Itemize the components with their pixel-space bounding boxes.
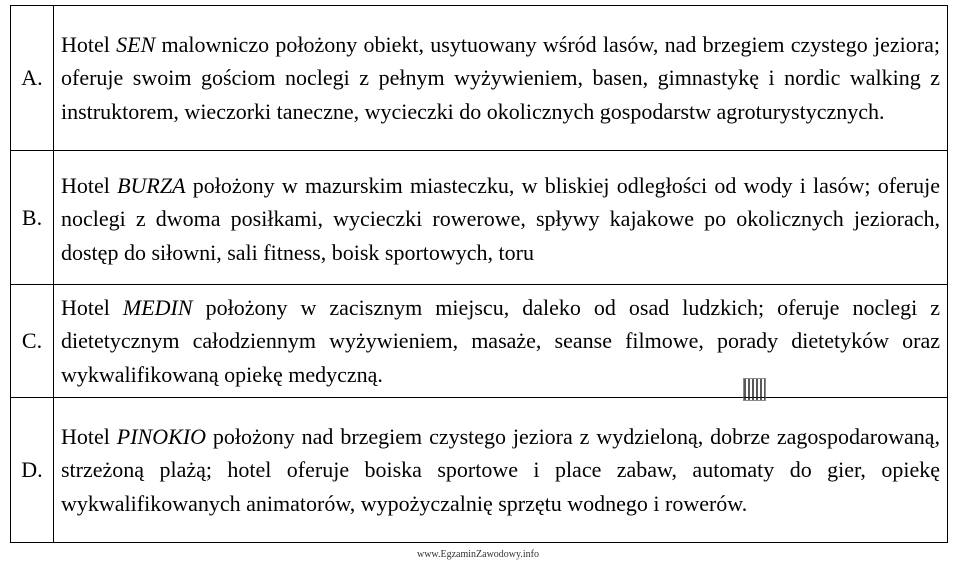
options-table (10, 5, 948, 543)
hotel-prefix: Hotel (61, 423, 117, 449)
hotel-description: malowniczo położony obiekt, usytuowany wśród lasów, nad brzegiem czystego jeziora; oferuje swoim gościom noclegi z pełnym wyżywieniem, basen, gimnastykę i nordic walking z instruktorem, wieczorki taneczne, wycieczki do okolicznych gospodarstw agroturystycznych. (61, 31, 940, 124)
hotel-name: PINOKIO (116, 423, 206, 449)
option-text (54, 285, 948, 398)
hotel-prefix: Hotel (61, 294, 123, 320)
hotel-name: MEDIN (122, 294, 193, 320)
hotel-prefix: Hotel (61, 31, 117, 57)
option-letter: B. (11, 151, 54, 285)
hotel-prefix: Hotel (61, 172, 118, 198)
hotel-description: położony w mazurskim miasteczku, w bliskiej odległości od wody i lasów; oferuje noclegi z dwoma posiłkami, wycieczki rowerowe, spływy kajakowe po okolicznych jeziorach, dostęp do siłowni, sali fitness, boisk sportowych, toru (61, 172, 940, 265)
option-row-a (11, 6, 948, 151)
hotel-name: SEN (116, 31, 156, 57)
hotel-description: położony w zacisznym miejscu, daleko od osad ludzkich; oferuje noclegi z dietetycznym całodziennym wyżywieniem, masaże, seanse filmowe, porady dietetyków oraz wykwalifikowaną opiekę medyczną. (61, 294, 940, 387)
option-letter: C. (11, 285, 54, 398)
watermark-qr-icon (743, 378, 766, 401)
option-row-c (11, 285, 948, 398)
hotel-description: położony nad brzegiem czystego jeziora z wydzieloną, dobrze zagospodarowaną, strzeżoną plażą; hotel oferuje boiska sportowe i place zabaw, automaty do gier, opiekę wykwalifikowanych animatorów, wypożyczalnię sprzętu wodnego i rowerów. (61, 423, 940, 516)
option-letter: D. (11, 398, 54, 543)
option-text (54, 398, 948, 543)
option-text (54, 151, 948, 285)
option-row-b (11, 151, 948, 285)
option-text (54, 6, 948, 151)
footer-site: www.EgzaminZawodowy.info (416, 549, 539, 560)
option-row-d (11, 398, 948, 543)
option-letter: A. (11, 6, 54, 151)
hotel-name: BURZA (117, 172, 186, 198)
